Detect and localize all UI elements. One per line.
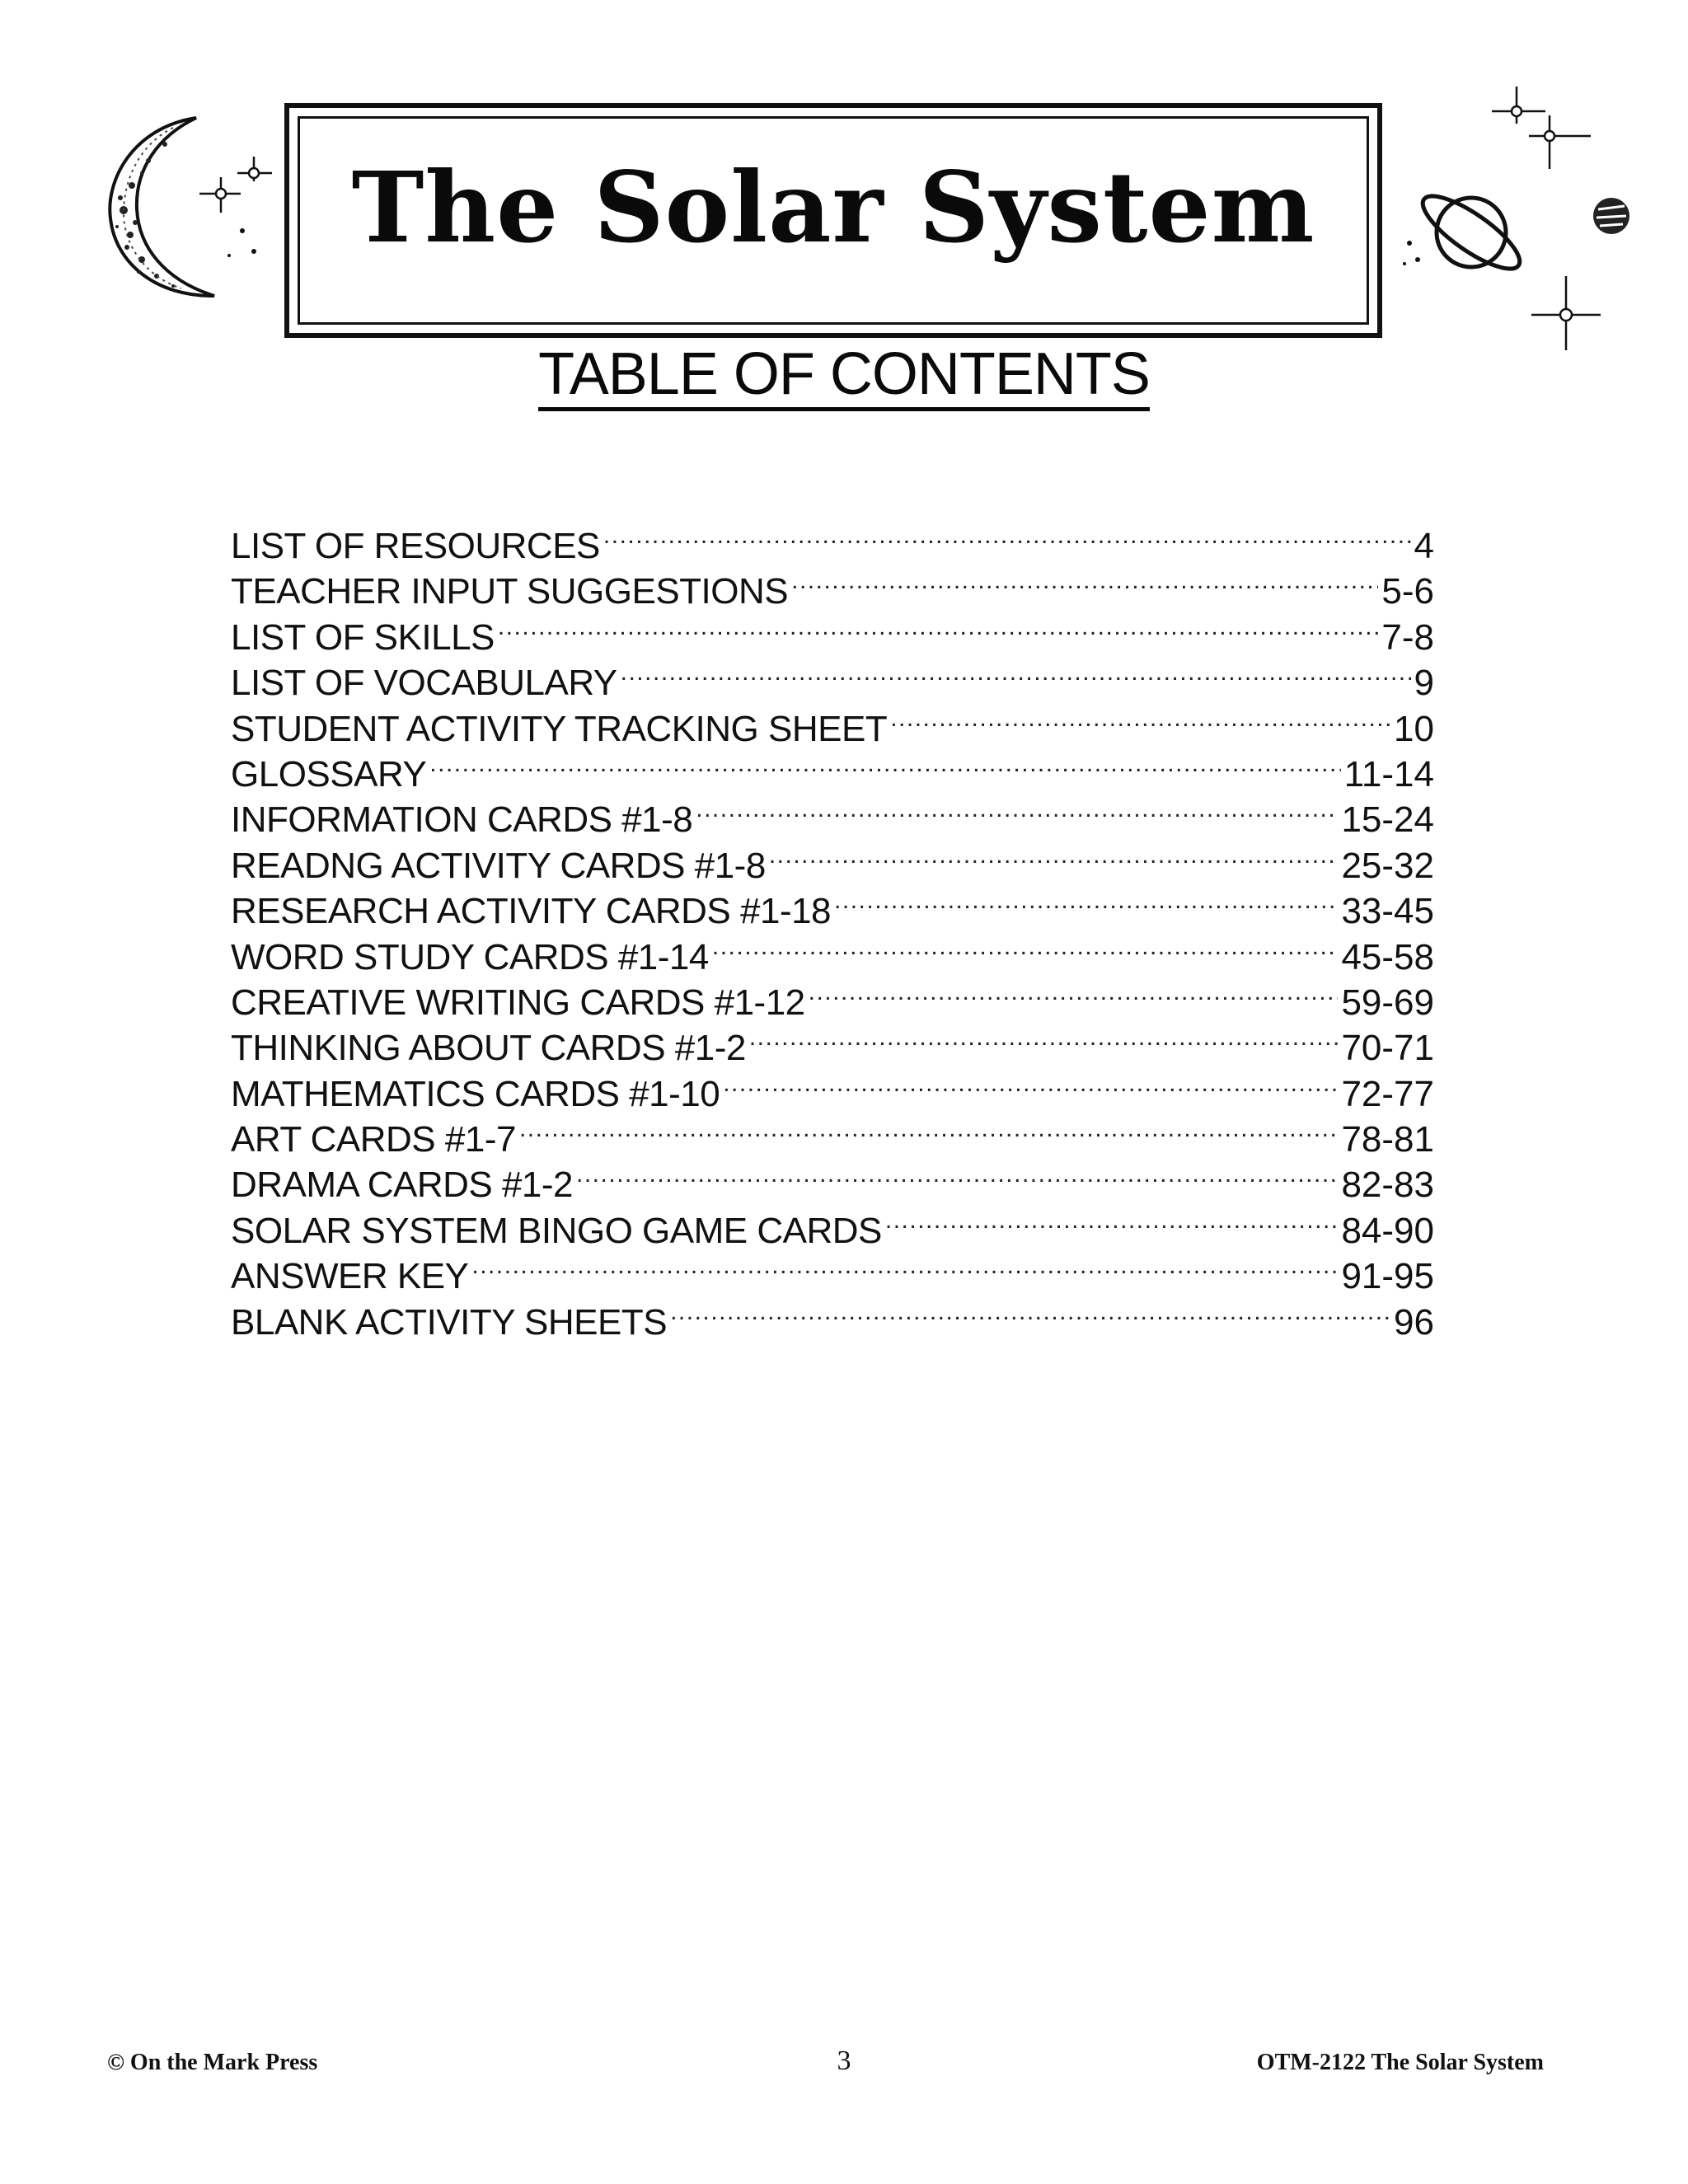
toc-leader-dots bbox=[471, 1243, 1338, 1288]
toc-entry[interactable] bbox=[231, 513, 1434, 566]
toc-list bbox=[231, 513, 1434, 1343]
toc-entry-label: GLOSSARY bbox=[231, 753, 427, 794]
toc-entry-page: 4 bbox=[1414, 526, 1434, 566]
toc-entry-label: THINKING ABOUT CARDS #1-2 bbox=[231, 1028, 746, 1069]
toc-heading bbox=[0, 341, 1688, 411]
toc-leader-dots bbox=[498, 604, 1379, 649]
sparkle-star-icon bbox=[196, 148, 279, 272]
toc-entry-page: 91-95 bbox=[1341, 1256, 1434, 1297]
toc-entry-label: DRAMA CARDS #1-2 bbox=[231, 1165, 574, 1206]
toc-leader-dots bbox=[603, 513, 1411, 558]
toc-entry-label: LIST OF SKILLS bbox=[231, 616, 495, 658]
toc-leader-dots bbox=[885, 1197, 1339, 1243]
toc-leader-dots bbox=[749, 1015, 1339, 1060]
ringed-planet-icon bbox=[1393, 173, 1533, 297]
toc-leader-dots bbox=[769, 832, 1339, 878]
toc-entry-page: 78-81 bbox=[1341, 1119, 1434, 1160]
footer-copyright: © On the Mark Press bbox=[107, 2050, 318, 2075]
toc-leader-dots bbox=[791, 558, 1378, 603]
toc-entry-page: 15-24 bbox=[1341, 799, 1434, 841]
toc-entry-page: 33-45 bbox=[1341, 891, 1434, 932]
toc-leader-dots bbox=[621, 649, 1411, 695]
toc-entry-label: WORD STUDY CARDS #1-14 bbox=[231, 936, 709, 977]
title-frame bbox=[284, 103, 1382, 338]
toc-entry-label: BLANK ACTIVITY SHEETS bbox=[231, 1301, 668, 1343]
toc-entry-page: 96 bbox=[1394, 1301, 1434, 1343]
footer-page-number: 3 bbox=[837, 2046, 851, 2076]
toc-entry-page: 84-90 bbox=[1341, 1210, 1434, 1251]
toc-entry-page: 7-8 bbox=[1381, 616, 1434, 658]
toc-leader-dots bbox=[834, 878, 1338, 923]
toc-leader-dots bbox=[576, 1151, 1338, 1197]
toc-leader-dots bbox=[809, 969, 1339, 1015]
document-title: The Solar System bbox=[351, 150, 1315, 265]
toc-entry-page: 11-14 bbox=[1343, 753, 1434, 794]
toc-entry-page: 70-71 bbox=[1341, 1028, 1434, 1069]
toc-leader-dots bbox=[429, 741, 1340, 786]
toc-leader-dots bbox=[890, 696, 1390, 741]
toc-entry-label: STUDENT ACTIVITY TRACKING SHEET bbox=[231, 708, 888, 749]
footer-product-code: OTM-2122 The Solar System bbox=[1256, 2050, 1544, 2075]
toc-heading-text: TABLE OF CONTENTS bbox=[538, 344, 1150, 411]
toc-entry-page: 82-83 bbox=[1341, 1165, 1434, 1206]
toc-entry-label: LIST OF VOCABULARY bbox=[231, 663, 617, 704]
toc-entry-label: MATHEMATICS CARDS #1-10 bbox=[231, 1073, 720, 1114]
toc-entry-label: ART CARDS #1-7 bbox=[231, 1119, 516, 1160]
toc-entry-page: 45-58 bbox=[1341, 936, 1434, 977]
small-planet-icon bbox=[1587, 191, 1636, 241]
toc-leader-dots bbox=[670, 1289, 1390, 1334]
toc-leader-dots bbox=[723, 1061, 1338, 1106]
toc-entry-label: READNG ACTIVITY CARDS #1-8 bbox=[231, 845, 766, 886]
toc-entry-page: 5-6 bbox=[1381, 571, 1434, 612]
toc-entry-label: TEACHER INPUT SUGGESTIONS bbox=[231, 571, 789, 612]
toc-entry-page: 25-32 bbox=[1341, 845, 1434, 886]
toc-leader-dots bbox=[712, 924, 1339, 969]
toc-entry-page: 72-77 bbox=[1341, 1073, 1434, 1114]
sparkle-star-icon bbox=[1484, 82, 1599, 173]
toc-entry-page: 9 bbox=[1414, 663, 1434, 704]
toc-entry-label: LIST OF RESOURCES bbox=[231, 526, 600, 566]
toc-entry-label: INFORMATION CARDS #1-8 bbox=[231, 799, 693, 841]
toc-entry-label: RESEARCH ACTIVITY CARDS #1-18 bbox=[231, 891, 832, 932]
toc-entry-label: SOLAR SYSTEM BINGO GAME CARDS bbox=[231, 1210, 882, 1251]
toc-leader-dots bbox=[519, 1106, 1339, 1151]
toc-entry-page: 59-69 bbox=[1341, 982, 1434, 1023]
toc-entry-label: CREATIVE WRITING CARDS #1-12 bbox=[231, 982, 805, 1023]
toc-leader-dots bbox=[696, 786, 1338, 832]
toc-entry-label: ANSWER KEY bbox=[231, 1256, 469, 1297]
toc-entry-page: 10 bbox=[1394, 708, 1434, 749]
